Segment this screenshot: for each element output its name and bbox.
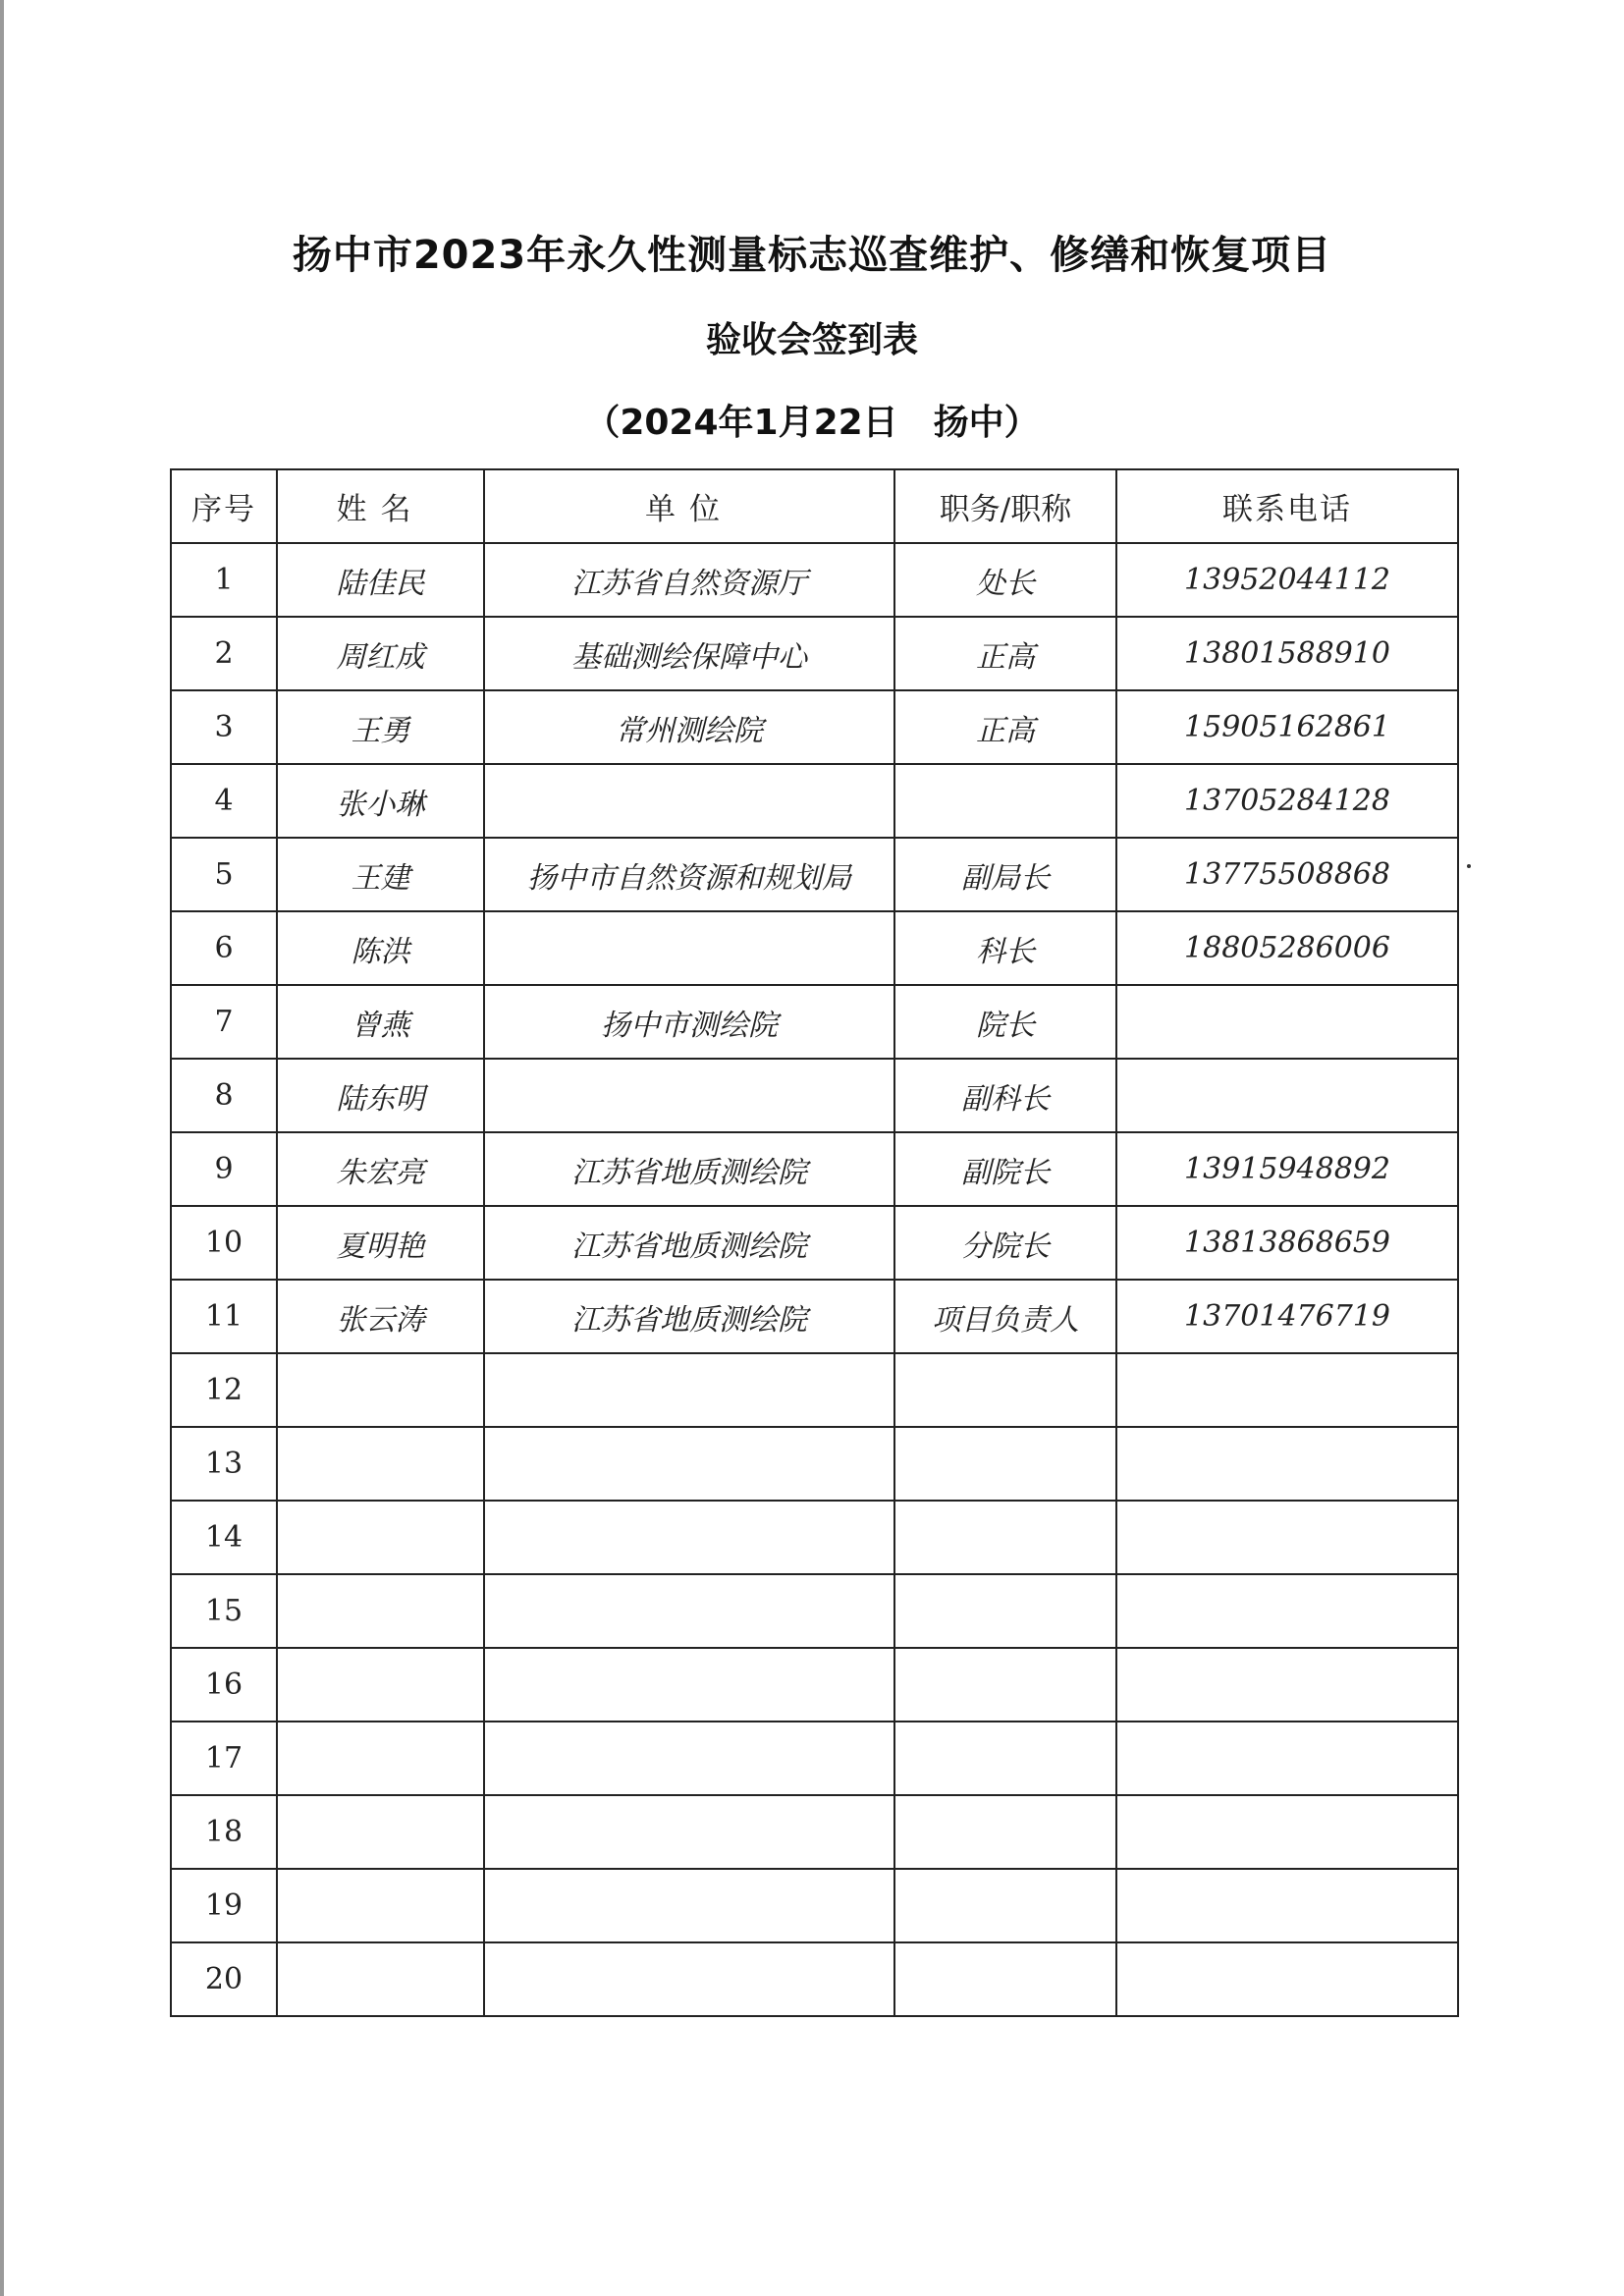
signature-unit: 扬中市自然资源和规划局 [484, 838, 894, 911]
signature-unit: 基础测绘保障中心 [484, 617, 894, 690]
row-number: 2 [171, 617, 277, 690]
signature-position: 正高 [894, 617, 1116, 690]
table-row [171, 764, 1458, 838]
header-row [171, 469, 1458, 543]
signature-unit: 江苏省地质测绘院 [484, 1280, 894, 1353]
signature-name [277, 1722, 484, 1795]
table-row [171, 1427, 1458, 1501]
row-number: 7 [171, 985, 277, 1059]
signature-phone: 13701476719 [1116, 1280, 1458, 1353]
row-number: 11 [171, 1280, 277, 1353]
signature-name: 朱宏亮 [277, 1132, 484, 1206]
signature-position: 处长 [894, 543, 1116, 617]
signature-position: 项目负责人 [894, 1280, 1116, 1353]
table-row [171, 1353, 1458, 1427]
row-number: 14 [171, 1501, 277, 1574]
signature-phone: 13952044112 [1116, 543, 1458, 617]
signature-unit [484, 1501, 894, 1574]
table-row [171, 1280, 1458, 1353]
signature-position [894, 1795, 1116, 1869]
table-row [171, 911, 1458, 985]
signature-unit [484, 1722, 894, 1795]
signature-unit [484, 1353, 894, 1427]
signature-phone: 13705284128 [1116, 764, 1458, 838]
signature-unit: 常州测绘院 [484, 690, 894, 764]
signature-name: 王勇 [277, 690, 484, 764]
signature-unit [484, 1059, 894, 1132]
signature-position: 院长 [894, 985, 1116, 1059]
table-row [171, 1574, 1458, 1648]
signature-position [894, 1353, 1116, 1427]
signature-position [894, 1648, 1116, 1722]
row-number: 8 [171, 1059, 277, 1132]
signature-position [894, 1942, 1116, 2016]
signature-name: 陆佳民 [277, 543, 484, 617]
row-number: 4 [171, 764, 277, 838]
table-row [171, 1795, 1458, 1869]
signature-unit [484, 1427, 894, 1501]
signature-position: 科长 [894, 911, 1116, 985]
signature-phone [1116, 1574, 1458, 1648]
signature-unit [484, 764, 894, 838]
signature-position [894, 764, 1116, 838]
signature-name: 曾燕 [277, 985, 484, 1059]
row-number: 6 [171, 911, 277, 985]
table-row [171, 1942, 1458, 2016]
row-number: 12 [171, 1353, 277, 1427]
row-number: 19 [171, 1869, 277, 1942]
table-body [171, 543, 1458, 2016]
signature-unit: 江苏省自然资源厅 [484, 543, 894, 617]
signature-name: 夏明艳 [277, 1206, 484, 1280]
sign-in-table [170, 468, 1459, 2017]
row-number: 13 [171, 1427, 277, 1501]
header-number: 序号 [171, 469, 277, 543]
signature-phone [1116, 1648, 1458, 1722]
table-row [171, 1722, 1458, 1795]
signature-phone: 13915948892 [1116, 1132, 1458, 1206]
signature-phone: 15905162861 [1116, 690, 1458, 764]
signature-phone: 13775508868 [1116, 838, 1458, 911]
document-subtitle: 验收会签到表 [705, 320, 918, 360]
scan-speck [1467, 864, 1471, 868]
date-location-line: （2024年1月22日 扬中） [584, 403, 1040, 443]
signature-phone: 13801588910 [1116, 617, 1458, 690]
signature-phone: 13813868659 [1116, 1206, 1458, 1280]
signature-unit: 扬中市测绘院 [484, 985, 894, 1059]
row-number: 1 [171, 543, 277, 617]
signature-name [277, 1574, 484, 1648]
signature-unit [484, 1648, 894, 1722]
signature-name [277, 1353, 484, 1427]
signature-phone: 18805286006 [1116, 911, 1458, 985]
table-row [171, 1501, 1458, 1574]
signature-position: 副院长 [894, 1132, 1116, 1206]
table-row [171, 1132, 1458, 1206]
signature-unit [484, 1795, 894, 1869]
signature-unit: 江苏省地质测绘院 [484, 1132, 894, 1206]
row-number: 17 [171, 1722, 277, 1795]
row-number: 5 [171, 838, 277, 911]
signature-phone [1116, 1795, 1458, 1869]
signature-position: 副科长 [894, 1059, 1116, 1132]
table-row [171, 543, 1458, 617]
table-row [171, 690, 1458, 764]
signature-phone [1116, 1869, 1458, 1942]
signature-name: 陈洪 [277, 911, 484, 985]
row-number: 18 [171, 1795, 277, 1869]
header-phone: 联系电话 [1116, 469, 1458, 543]
signature-position [894, 1722, 1116, 1795]
table-row [171, 985, 1458, 1059]
signature-name: 王建 [277, 838, 484, 911]
signature-position [894, 1427, 1116, 1501]
signature-name [277, 1427, 484, 1501]
signature-name [277, 1869, 484, 1942]
signature-phone [1116, 1059, 1458, 1132]
header-position: 职务/职称 [894, 469, 1116, 543]
signature-name: 周红成 [277, 617, 484, 690]
header-unit: 单位 [484, 469, 894, 543]
table-row [171, 1206, 1458, 1280]
signature-phone [1116, 1353, 1458, 1427]
signature-phone [1116, 1427, 1458, 1501]
table-row [171, 1059, 1458, 1132]
table-row [171, 1648, 1458, 1722]
signature-position [894, 1869, 1116, 1942]
document-title: 扬中市2023年永久性测量标志巡查维护、修缮和恢复项目 [292, 233, 1332, 278]
signature-position: 副局长 [894, 838, 1116, 911]
signature-unit [484, 1869, 894, 1942]
table-row [171, 838, 1458, 911]
row-number: 20 [171, 1942, 277, 2016]
signature-name [277, 1942, 484, 2016]
signature-unit: 江苏省地质测绘院 [484, 1206, 894, 1280]
row-number: 9 [171, 1132, 277, 1206]
row-number: 10 [171, 1206, 277, 1280]
signature-phone [1116, 1501, 1458, 1574]
signature-name: 陆东明 [277, 1059, 484, 1132]
signature-name [277, 1648, 484, 1722]
signature-name: 张小琳 [277, 764, 484, 838]
row-number: 16 [171, 1648, 277, 1722]
row-number: 3 [171, 690, 277, 764]
signature-position: 分院长 [894, 1206, 1116, 1280]
signature-phone [1116, 985, 1458, 1059]
table-row [171, 617, 1458, 690]
signature-unit [484, 911, 894, 985]
signature-name: 张云涛 [277, 1280, 484, 1353]
signature-unit [484, 1574, 894, 1648]
table-row [171, 1869, 1458, 1942]
header-name: 姓名 [277, 469, 484, 543]
signature-name [277, 1795, 484, 1869]
signature-position [894, 1574, 1116, 1648]
signature-phone [1116, 1942, 1458, 2016]
row-number: 15 [171, 1574, 277, 1648]
signature-name [277, 1501, 484, 1574]
signature-unit [484, 1942, 894, 2016]
signature-position: 正高 [894, 690, 1116, 764]
signature-position [894, 1501, 1116, 1574]
signature-phone [1116, 1722, 1458, 1795]
